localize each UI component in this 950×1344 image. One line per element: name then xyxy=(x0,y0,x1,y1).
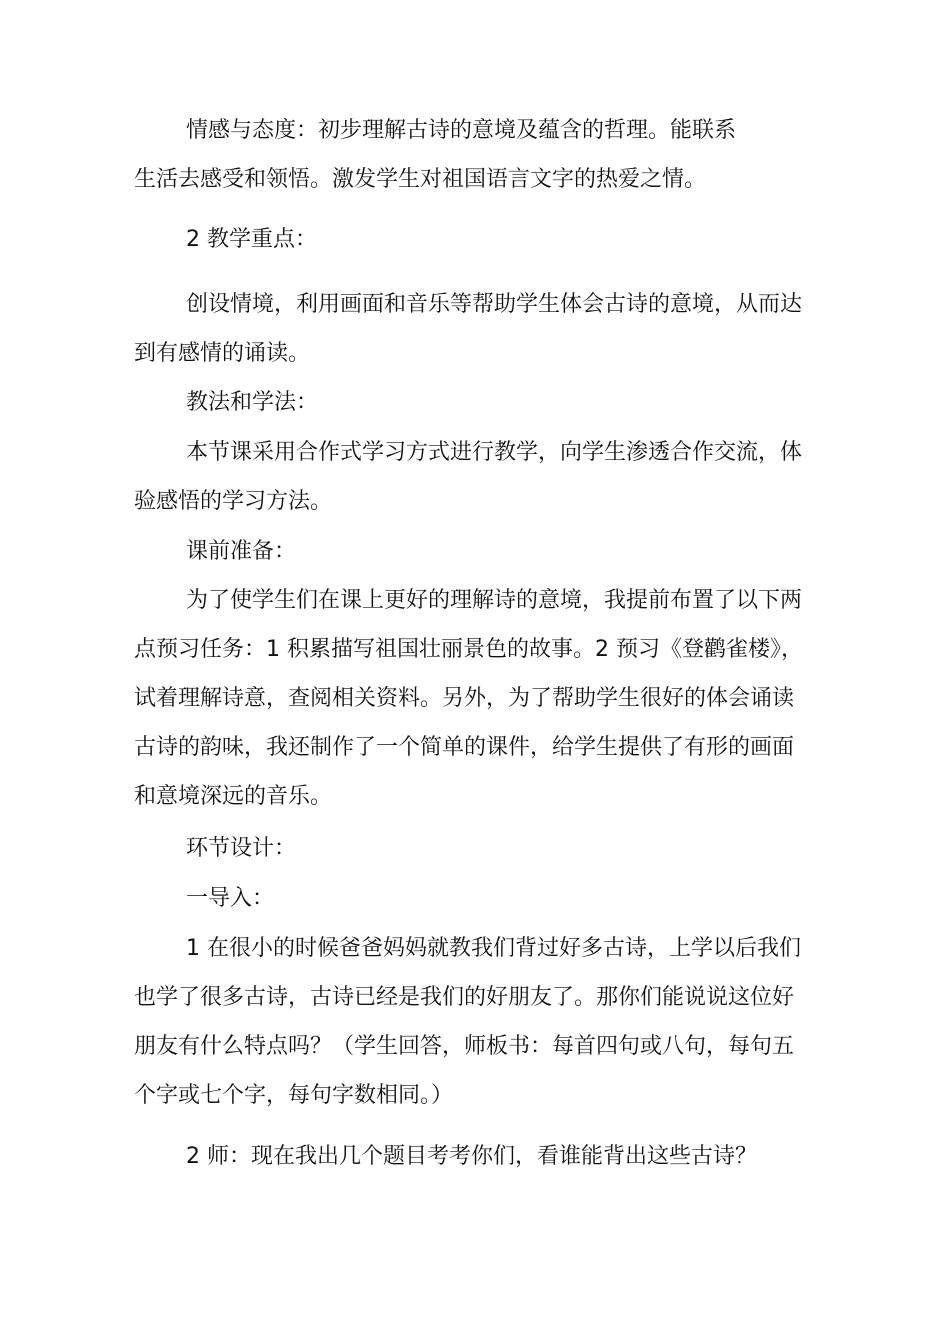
heading-design xyxy=(134,824,846,873)
text-line: 2 教学重点： xyxy=(186,227,317,252)
text-line: 情感与态度：初步理解古诗的意境及蕴含的哲理。能联系 xyxy=(186,118,737,143)
text-line: 环节设计： xyxy=(186,836,297,861)
heading-teaching-focus xyxy=(134,215,846,264)
text-line: 和意境深远的音乐。 xyxy=(134,784,333,809)
heading-introduction xyxy=(134,874,846,923)
text-line: 古诗的韵味，我还制作了一个简单的课件，给学生提供了有形的画面 xyxy=(134,735,795,760)
text-line: 也学了很多古诗，古诗已经是我们的好朋友了。那你们能说说这位好 xyxy=(134,985,795,1010)
paragraph-introduction-2 xyxy=(134,1132,846,1181)
text-line: 一导入： xyxy=(186,886,275,911)
text-line: 到有感情的诵读。 xyxy=(134,341,311,366)
text-line: 1 在很小的时候爸爸妈妈就教我们背过好多古诗，上学以后我们 xyxy=(186,936,801,961)
paragraph-emotion-attitude xyxy=(134,106,846,204)
text-line: 生活去感受和领悟。激发学生对祖国语言文字的热爱之情。 xyxy=(134,167,707,192)
text-line: 朋友有什么特点吗？（学生回答，师板书：每首四句或八句，每句五 xyxy=(134,1034,795,1059)
text-line: 本节课采用合作式学习方式进行教学，向学生渗透合作交流，体 xyxy=(186,440,803,465)
text-line: 创设情境，利用画面和音乐等帮助学生体会古诗的意境，从而达 xyxy=(186,292,803,317)
text-line: 个字或七个字，每句字数相同。） xyxy=(134,1083,454,1108)
text-line: 点预习任务：1 积累描写祖国壮丽景色的故事。2 预习《登鹳雀楼》， xyxy=(134,637,803,662)
text-line: 教法和学法： xyxy=(186,390,319,415)
text-line: 2 师：现在我出几个题目考考你们，看谁能背出这些古诗？ xyxy=(186,1144,757,1169)
paragraph-methods xyxy=(134,428,846,526)
paragraph-teaching-focus xyxy=(134,280,846,378)
text-line: 课前准备： xyxy=(186,539,297,564)
text-line: 验感悟的学习方法。 xyxy=(134,489,333,514)
text-line: 为了使学生们在课上更好的理解诗的意境，我提前布置了以下两 xyxy=(186,588,803,613)
heading-preparation xyxy=(134,527,846,576)
paragraph-preparation xyxy=(134,576,846,821)
paragraph-introduction-1 xyxy=(134,924,846,1120)
heading-methods xyxy=(134,378,846,427)
text-line: 试着理解诗意，查阅相关资料。另外，为了帮助学生很好的体会诵读 xyxy=(134,686,795,711)
